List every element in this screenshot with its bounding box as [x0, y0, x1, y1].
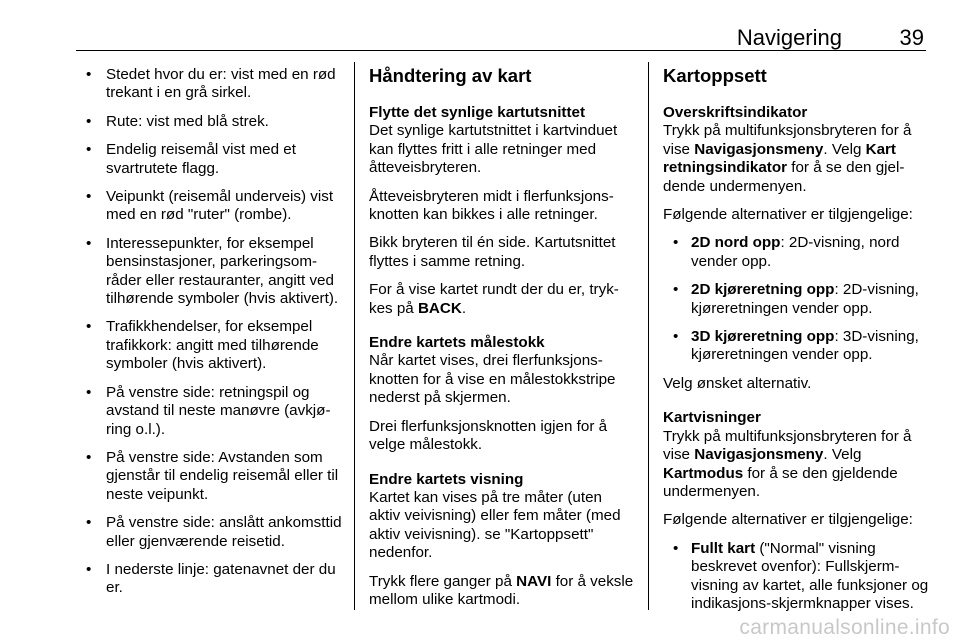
- paragraph: Kartet kan vises på tre måter (uten aktiv veivisning) eller fem måter (med aktiv veivisning). se "Kartoppsett" nedenfor.: [369, 488, 621, 562]
- option-name: Fullt kart: [691, 539, 756, 557]
- text: Trykk på multifunksjonsbryteren for å vise: [663, 427, 912, 464]
- navi-key-label: NAVI: [516, 572, 552, 590]
- list-item: • Veipunkt (reisemål underveis) vist med en rød "ruter" (rombe).: [84, 188, 346, 225]
- text: . Velg: [823, 446, 862, 464]
- header-divider: [76, 50, 926, 51]
- watermark: carmanualsonline.info: [739, 616, 950, 639]
- option-desc: : 2D-visning, kjøreretningen vender opp.: [691, 281, 919, 317]
- list-item: • Endelig reisemål vist med et svartrutete flagg.: [84, 141, 346, 178]
- menu-name: Navigasjonsmeny: [694, 140, 824, 158]
- list-item: • På venstre side: Avstanden som gjenstår til endelig reisemål eller til neste veipunkt.: [84, 449, 346, 504]
- option-name: 3D kjøreretning opp: [691, 328, 835, 346]
- paragraph: [663, 428, 931, 502]
- text: .: [461, 299, 467, 317]
- page-number: 39: [899, 25, 924, 50]
- option-desc: ("Normal" visning beskrevet ovenfor): Fullskjermvisning av kartet, alle funksjoner og indikasjons-skjermknapper vises.: [691, 539, 929, 612]
- subheading-move-map: Flytte det synlige kartutsnittet: [369, 104, 586, 121]
- paragraph: Velg ønsket alternativ.: [663, 374, 812, 392]
- paragraph: Det synlige kartutstnittet i kartvinduet kan flyttes fritt i alle retninger med åtteveisbryteren.: [369, 122, 618, 177]
- list-item: • Stedet hvor du er: vist med en rød trekant i en grå sirkel.: [84, 66, 346, 103]
- list-item: • I nederste linje: gatenavnet der du er.: [84, 561, 346, 598]
- paragraph: Åtteveisbryteren midt i flerfunksjonsknotten kan bikkes i alle retninger.: [369, 187, 614, 224]
- list-item: • Rute: vist med blå strek.: [84, 113, 346, 131]
- text: for å se den gjeldende undermenyen.: [663, 159, 905, 195]
- paragraph: Drei flerfunksjonsknotten igjen for å velge målestokk.: [369, 417, 608, 454]
- subheading-map-view: Endre kartets visning: [369, 470, 524, 488]
- column-3: [663, 66, 931, 623]
- section-title-map-settings: Kartoppsett: [663, 65, 767, 86]
- column-1: [84, 66, 346, 608]
- list-item: [663, 540, 931, 614]
- section-title-map-handling: Håndtering av kart: [369, 65, 532, 86]
- heading-options-list: [663, 234, 931, 364]
- list-item: [663, 234, 931, 271]
- page-header: [0, 0, 960, 48]
- text: for å veksle mellom ulike kartmodi.: [369, 572, 634, 608]
- column-2: [369, 66, 637, 619]
- paragraph: Følgende alternativer er tilgjengelige:: [663, 511, 913, 529]
- column-divider-1: [354, 62, 355, 610]
- subheading-map-views: Kartvisninger: [663, 409, 761, 427]
- list-item: • Trafikkhendelser, for eksempel trafikkork: angitt med tilhørende symboler (hvis aktivert).: [84, 318, 346, 373]
- back-key-label: BACK: [417, 299, 462, 317]
- page-title: Navigering: [736, 25, 842, 50]
- paragraph: Bikk bryteren til én side. Kartutsnittet flyttes i samme retning.: [369, 234, 616, 270]
- list-item: • På venstre side: anslått ankomsttid eller gjenværende reisetid.: [84, 514, 346, 551]
- option-name: 2D kjøreretning opp: [691, 281, 835, 299]
- text: . Velg: [823, 140, 866, 158]
- paragraph: [369, 573, 637, 610]
- option-desc: : 2D-visning, nord vender opp.: [691, 234, 900, 270]
- text: Trykk på multifunksjonsbryteren for å vise: [663, 122, 912, 158]
- list-item: • Interessepunkter, for eksempel bensinstasjoner, parkeringsområder eller restauranter, angitt ved tilhørende symboler (hvis aktivert).: [84, 235, 346, 309]
- subheading-map-scale: Endre kartets målestokk: [369, 334, 545, 352]
- map-symbols-list: [84, 66, 346, 598]
- option-name: 2D nord opp: [691, 234, 781, 252]
- subheading-heading-indicator: Overskriftsindikator: [663, 104, 808, 121]
- list-item: • På venstre side: retningspil og avstand til neste manøvre (avkjøring o.l.).: [84, 384, 346, 439]
- menu-item-name: Kartmodus: [663, 464, 744, 482]
- column-divider-2: [648, 62, 649, 610]
- text: For å vise kartet rundt der du er, trykkes på: [369, 281, 619, 317]
- list-item: [663, 281, 931, 318]
- view-options-list: [663, 540, 931, 614]
- paragraph: [663, 122, 931, 196]
- menu-item-name: Kart retningsindikator: [663, 140, 896, 177]
- text: for å se den gjeldende undermenyen.: [663, 464, 898, 500]
- paragraph: Når kartet vises, drei flerfunksjonsknotten for å vise en målestokkstripe nederst på skjermen.: [369, 352, 616, 407]
- paragraph: [369, 281, 637, 318]
- paragraph: Følgende alternativer er tilgjengelige:: [663, 206, 913, 224]
- text: Trykk flere ganger på: [369, 572, 517, 590]
- option-desc: : 3D-visning, kjøreretningen vender opp.: [691, 328, 919, 364]
- list-item: [663, 328, 931, 365]
- menu-name: Navigasjonsmeny: [694, 446, 824, 464]
